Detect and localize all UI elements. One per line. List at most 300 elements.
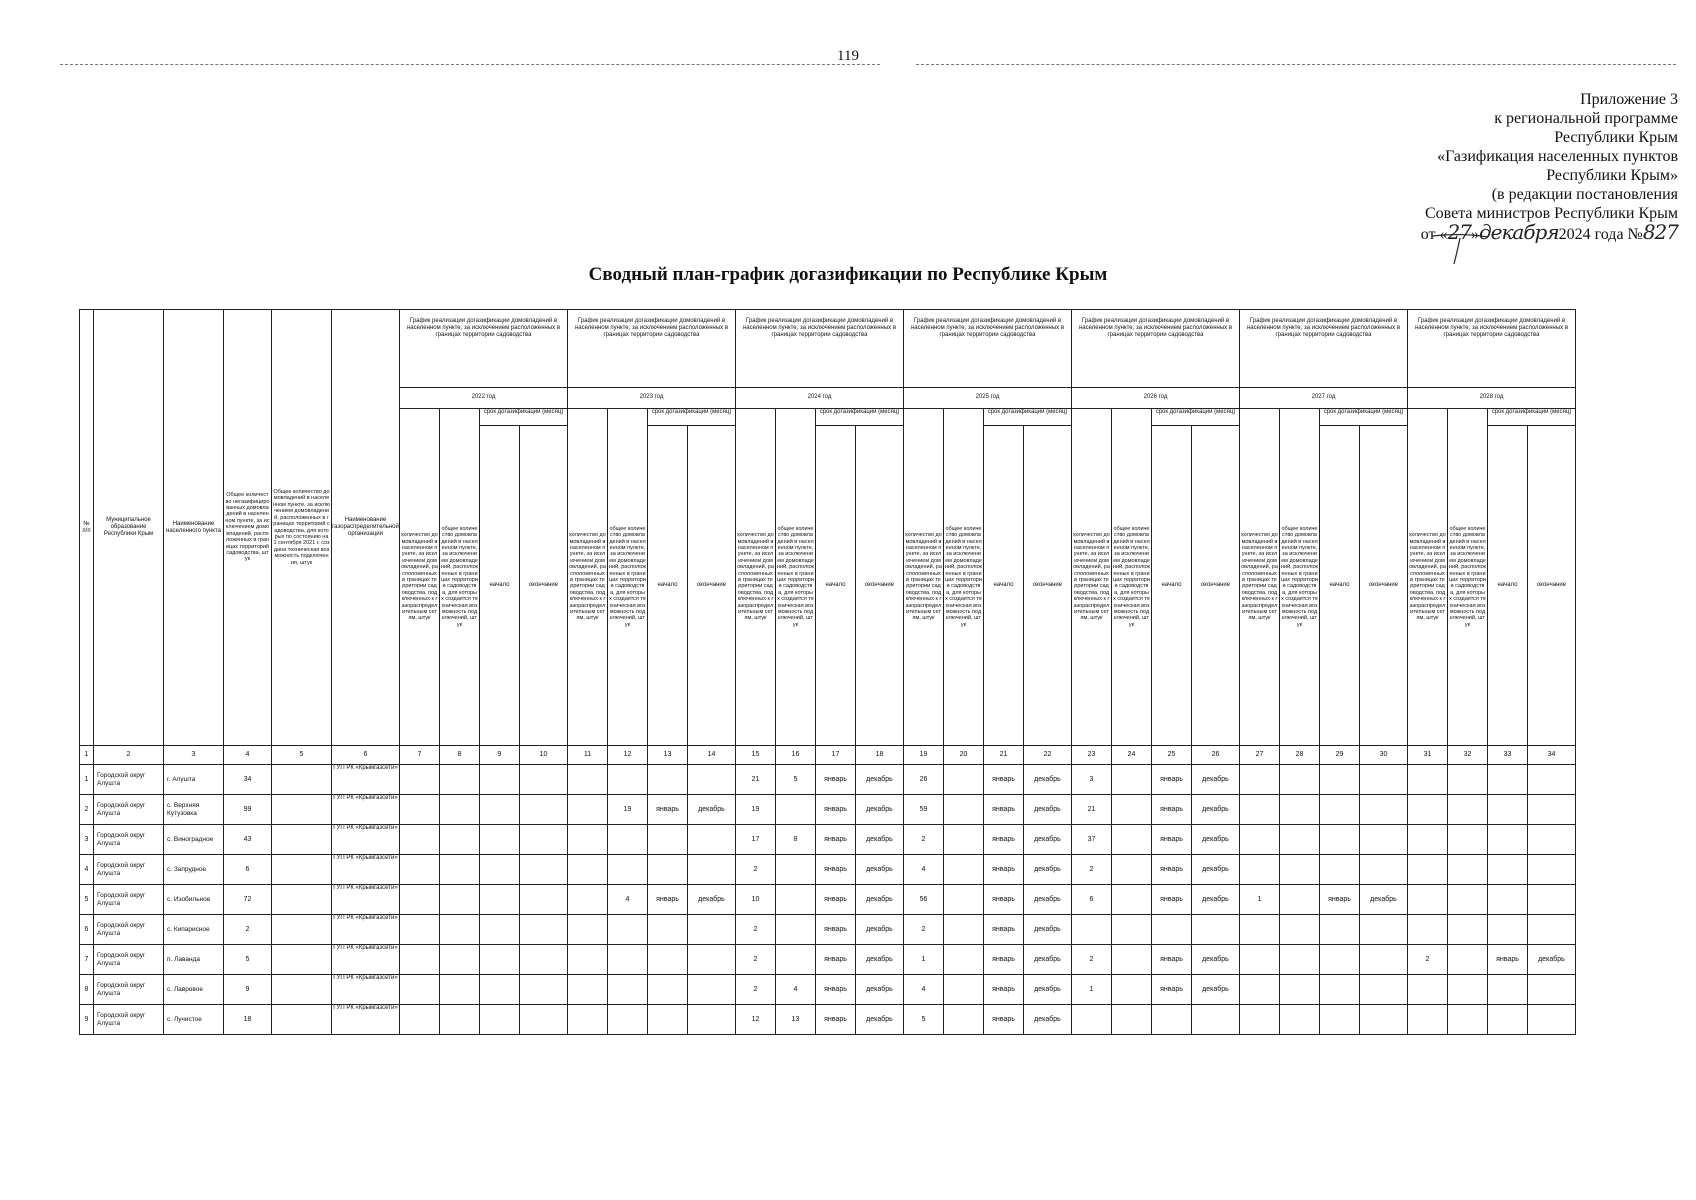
- table-cell: [1528, 975, 1576, 1005]
- table-cell: [776, 885, 816, 915]
- municipality-cell: Городской округ Алушта: [94, 885, 164, 915]
- table-cell: [1488, 765, 1528, 795]
- table-cell: [1528, 825, 1576, 855]
- table-cell: [1240, 975, 1280, 1005]
- table-cell: январь: [984, 945, 1024, 975]
- table-cell: [1528, 855, 1576, 885]
- column-number: 19: [904, 746, 944, 765]
- table-cell: [272, 765, 332, 795]
- column-number: 17: [816, 746, 856, 765]
- date-mid: »: [1470, 226, 1479, 243]
- table-cell: [480, 795, 520, 825]
- table-cell: [1240, 825, 1280, 855]
- table-cell: [1360, 975, 1408, 1005]
- year-header: 2025 год: [904, 388, 1072, 409]
- table-cell: [400, 765, 440, 795]
- table-cell: 8: [776, 825, 816, 855]
- group-header: График реализации догазификации домовладений в населенном пункте, за исключением расположенных в границах территории садоводства: [568, 310, 736, 388]
- appendix-line: Совета министров Республики Крым: [1425, 205, 1678, 222]
- group-header: График реализации догазификации домовладений в населенном пункте, за исключением расположенных в границах территории садоводства: [1408, 310, 1576, 388]
- col-header-no: № п/п: [80, 310, 94, 746]
- table-cell: 56: [904, 885, 944, 915]
- table-cell: [1152, 1005, 1192, 1035]
- settlement-cell: с. Запрудное: [164, 855, 224, 885]
- table-cell: [272, 795, 332, 825]
- column-number: 15: [736, 746, 776, 765]
- table-cell: [1112, 825, 1152, 855]
- table-cell: 5: [776, 765, 816, 795]
- table-row: [80, 795, 1576, 825]
- gas-org-cell: ГУП РК «Крымгазсети»: [332, 975, 400, 1005]
- table-cell: 1: [80, 765, 94, 795]
- table-cell: декабрь: [1024, 795, 1072, 825]
- gas-org-cell: ГУП РК «Крымгазсети»: [332, 945, 400, 975]
- table-cell: декабрь: [1024, 1005, 1072, 1035]
- column-number: 4: [224, 746, 272, 765]
- table-cell: 72: [224, 885, 272, 915]
- table-cell: январь: [816, 855, 856, 885]
- municipality-cell: Городской округ Алушта: [94, 825, 164, 855]
- table-cell: [1240, 765, 1280, 795]
- column-number: 30: [1360, 746, 1408, 765]
- table-cell: [520, 855, 568, 885]
- subheader-connected: количество домовладений в населенном пункте, за исключением домовладений, расположенных в границах территории садоводства, подключенных к газораспределительным сетям, штук: [568, 409, 608, 746]
- table-cell: декабрь: [1192, 945, 1240, 975]
- table-cell: 21: [736, 765, 776, 795]
- table-cell: декабрь: [856, 885, 904, 915]
- gas-org-cell: ГУП РК «Крымгазсети»: [332, 915, 400, 945]
- table-cell: [1408, 795, 1448, 825]
- table-cell: январь: [984, 885, 1024, 915]
- table-cell: [1448, 915, 1488, 945]
- table-cell: [272, 975, 332, 1005]
- table-cell: [568, 765, 608, 795]
- subheader-technical: общее количество домовладений в населенном пункте, за исключением домовладений, расположенных в границах территории садоводства, для которых создается техническая возможность подключений, штук: [776, 409, 816, 746]
- table-cell: январь: [816, 1005, 856, 1035]
- table-cell: [1240, 945, 1280, 975]
- table-cell: [608, 855, 648, 885]
- year-header: 2023 год: [568, 388, 736, 409]
- handwritten-day: 27: [1447, 220, 1471, 244]
- table-cell: 6: [80, 915, 94, 945]
- subheader-end: окончание: [1024, 426, 1072, 746]
- table-cell: [400, 885, 440, 915]
- table-cell: 4: [776, 975, 816, 1005]
- subheader-start: начало: [480, 426, 520, 746]
- table-cell: 9: [80, 1005, 94, 1035]
- table-cell: [400, 795, 440, 825]
- table-cell: [776, 945, 816, 975]
- table-cell: [1360, 915, 1408, 945]
- subheader-start: начало: [648, 426, 688, 746]
- group-header: График реализации догазификации домовладений в населенном пункте, за исключением расположенных в границах территории садоводства: [1072, 310, 1240, 388]
- table-cell: январь: [984, 825, 1024, 855]
- table-cell: январь: [984, 795, 1024, 825]
- municipality-cell: Городской округ Алушта: [94, 915, 164, 945]
- table-cell: 1: [1072, 975, 1112, 1005]
- table-cell: январь: [648, 795, 688, 825]
- table-cell: январь: [1152, 795, 1192, 825]
- header-rule-right: [916, 64, 1676, 66]
- table-cell: [1112, 765, 1152, 795]
- table-cell: [1280, 825, 1320, 855]
- subheader-technical: общее количество домовладений в населенном пункте, за исключением домовладений, расположенных в границах территории садоводства, для которых создается техническая возможность подключений, штук: [1112, 409, 1152, 746]
- table-cell: декабрь: [1024, 885, 1072, 915]
- table-cell: [1112, 1005, 1152, 1035]
- municipality-cell: Городской округ Алушта: [94, 1005, 164, 1035]
- table-cell: [1320, 765, 1360, 795]
- year-header: 2028 год: [1408, 388, 1576, 409]
- table-cell: 2: [80, 795, 94, 825]
- table-cell: [1320, 855, 1360, 885]
- table-cell: январь: [816, 885, 856, 915]
- table-cell: [1192, 915, 1240, 945]
- table-cell: [1408, 975, 1448, 1005]
- subheader-technical: общее количество домовладений в населенном пункте, за исключением домовладений, расположенных в границах территории садоводства, для которых создается техническая возможность подключений, штук: [440, 409, 480, 746]
- table-cell: 2: [736, 945, 776, 975]
- table-cell: [520, 1005, 568, 1035]
- schedule-table: [79, 309, 1576, 1035]
- table-cell: [944, 795, 984, 825]
- subheader-connected: количество домовладений в населенном пункте, за исключением домовладений, расположенных в границах территории садоводства, подключенных к газораспределительным сетям, штук: [904, 409, 944, 746]
- appendix-line: (в редакции постановления: [1491, 186, 1678, 203]
- table-cell: [1408, 885, 1448, 915]
- table-cell: 3: [80, 825, 94, 855]
- group-header: График реализации догазификации домовладений в населенном пункте, за исключением расположенных в границах территории садоводства: [904, 310, 1072, 388]
- table-cell: январь: [984, 915, 1024, 945]
- municipality-cell: Городской округ Алушта: [94, 765, 164, 795]
- column-number: 18: [856, 746, 904, 765]
- column-number: 31: [1408, 746, 1448, 765]
- table-cell: [1280, 885, 1320, 915]
- table-cell: январь: [1152, 885, 1192, 915]
- table-cell: декабрь: [1528, 945, 1576, 975]
- table-cell: [608, 825, 648, 855]
- column-number: 6: [332, 746, 400, 765]
- table-cell: [400, 915, 440, 945]
- column-number: 24: [1112, 746, 1152, 765]
- table-cell: декабрь: [688, 795, 736, 825]
- table-cell: январь: [984, 855, 1024, 885]
- table-cell: 19: [608, 795, 648, 825]
- table-cell: декабрь: [856, 765, 904, 795]
- table-cell: [520, 945, 568, 975]
- table-cell: [440, 945, 480, 975]
- year-header: 2026 год: [1072, 388, 1240, 409]
- municipality-cell: Городской округ Алушта: [94, 795, 164, 825]
- table-cell: декабрь: [1192, 975, 1240, 1005]
- subheader-term: срок догазификации (месяц): [1488, 409, 1576, 426]
- subheader-start: начало: [984, 426, 1024, 746]
- settlement-cell: с. Кипарисное: [164, 915, 224, 945]
- table-cell: 2: [904, 825, 944, 855]
- table-cell: [272, 1005, 332, 1035]
- table-cell: [648, 945, 688, 975]
- table-cell: [1320, 825, 1360, 855]
- table-cell: 18: [224, 1005, 272, 1035]
- table-cell: [1360, 795, 1408, 825]
- table-cell: 13: [776, 1005, 816, 1035]
- column-number: 7: [400, 746, 440, 765]
- table-cell: [440, 885, 480, 915]
- table-cell: [480, 825, 520, 855]
- col-header-total_households: Общее количество негазифицированных домовладений в населенном пункте, за исключением домовладений, расположенных в границах территорий садоводства, штук: [224, 310, 272, 746]
- table-cell: [1320, 1005, 1360, 1035]
- table-cell: [944, 825, 984, 855]
- table-cell: 37: [1072, 825, 1112, 855]
- table-cell: [1112, 885, 1152, 915]
- column-number: 20: [944, 746, 984, 765]
- table-row: [80, 945, 1576, 975]
- table-cell: [568, 975, 608, 1005]
- table-cell: [1528, 765, 1576, 795]
- table-cell: декабрь: [856, 855, 904, 885]
- appendix-line: Республики Крым»: [1546, 167, 1678, 184]
- table-cell: [480, 855, 520, 885]
- table-cell: 12: [736, 1005, 776, 1035]
- table-cell: декабрь: [1192, 765, 1240, 795]
- table-cell: 4: [608, 885, 648, 915]
- document-title: Сводный план-график догазификации по Республике Крым: [588, 264, 1108, 285]
- table-cell: [480, 885, 520, 915]
- table-cell: [272, 915, 332, 945]
- table-cell: январь: [1152, 765, 1192, 795]
- subheader-end: окончание: [520, 426, 568, 746]
- table-cell: [520, 825, 568, 855]
- settlement-cell: с. Лучистое: [164, 1005, 224, 1035]
- table-cell: декабрь: [1192, 825, 1240, 855]
- column-number: 12: [608, 746, 648, 765]
- table-cell: [568, 885, 608, 915]
- table-cell: [568, 915, 608, 945]
- table-cell: [1280, 1005, 1320, 1035]
- table-cell: декабрь: [688, 885, 736, 915]
- table-cell: [568, 855, 608, 885]
- column-number: 11: [568, 746, 608, 765]
- table-cell: [1488, 975, 1528, 1005]
- subheader-connected: количество домовладений в населенном пункте, за исключением домовладений, расположенных в границах территории садоводства, подключенных к газораспределительным сетям, штук: [400, 409, 440, 746]
- table-cell: 9: [224, 975, 272, 1005]
- table-cell: [1408, 1005, 1448, 1035]
- table-cell: [440, 765, 480, 795]
- column-number: 21: [984, 746, 1024, 765]
- handwriting-underline: [1430, 232, 1490, 266]
- table-cell: [648, 1005, 688, 1035]
- table-cell: [400, 1005, 440, 1035]
- table-cell: [1072, 915, 1112, 945]
- gas-org-cell: ГУП РК «Крымгазсети»: [332, 765, 400, 795]
- table-cell: [1488, 855, 1528, 885]
- subheader-connected: количество домовладений в населенном пункте, за исключением домовладений, расположенных в границах территории садоводства, подключенных к газораспределительным сетям, штук: [1072, 409, 1112, 746]
- subheader-end: окончание: [1528, 426, 1576, 746]
- table-cell: 3: [1072, 765, 1112, 795]
- subheader-technical: общее количество домовладений в населенном пункте, за исключением домовладений, расположенных в границах территории садоводства, для которых создается техническая возможность подключений, штук: [1280, 409, 1320, 746]
- gas-org-cell: ГУП РК «Крымгазсети»: [332, 795, 400, 825]
- table-cell: [1192, 1005, 1240, 1035]
- table-cell: 10: [736, 885, 776, 915]
- table-cell: декабрь: [856, 915, 904, 945]
- page-number: 119: [837, 48, 859, 64]
- column-number: 29: [1320, 746, 1360, 765]
- subheader-end: окончание: [688, 426, 736, 746]
- table-cell: [520, 765, 568, 795]
- table-cell: [272, 855, 332, 885]
- group-header: График реализации догазификации домовладений в населенном пункте, за исключением расположенных в границах территории садоводства: [400, 310, 568, 388]
- column-number: 27: [1240, 746, 1280, 765]
- settlement-cell: п. Лаванда: [164, 945, 224, 975]
- subheader-term: срок догазификации (месяц): [1152, 409, 1240, 426]
- table-cell: [1280, 765, 1320, 795]
- settlement-cell: с. Виноградное: [164, 825, 224, 855]
- column-number: 32: [1448, 746, 1488, 765]
- col-header-total_technical: Общее количество домовладений в населенном пункте, за исключением домовладений, расположенных в границах территорий садоводства, для которых по состоянию на 1 сентября 2021 г. создана техническая возможность подключения, штук: [272, 310, 332, 746]
- table-cell: январь: [984, 975, 1024, 1005]
- table-cell: [608, 915, 648, 945]
- column-number: 28: [1280, 746, 1320, 765]
- table-cell: [272, 885, 332, 915]
- table-cell: [648, 825, 688, 855]
- table-cell: [688, 855, 736, 885]
- table-cell: [1072, 1005, 1112, 1035]
- table-cell: [1360, 765, 1408, 795]
- table-cell: [568, 1005, 608, 1035]
- table-cell: [1112, 795, 1152, 825]
- table-cell: [1448, 975, 1488, 1005]
- table-cell: декабрь: [856, 945, 904, 975]
- table-cell: [776, 915, 816, 945]
- table-cell: 4: [80, 855, 94, 885]
- table-cell: [944, 765, 984, 795]
- table-cell: [1360, 855, 1408, 885]
- table-row: [80, 885, 1576, 915]
- table-cell: декабрь: [1192, 795, 1240, 825]
- table-cell: [1112, 975, 1152, 1005]
- table-cell: [1448, 825, 1488, 855]
- table-cell: 2: [736, 855, 776, 885]
- table-cell: декабрь: [1192, 885, 1240, 915]
- table-row: [80, 915, 1576, 945]
- table-cell: [688, 1005, 736, 1035]
- table-cell: [480, 765, 520, 795]
- table-cell: [440, 1005, 480, 1035]
- subheader-term: срок догазификации (месяц): [816, 409, 904, 426]
- table-cell: [648, 975, 688, 1005]
- table-cell: декабрь: [1024, 945, 1072, 975]
- table-cell: 2: [1072, 945, 1112, 975]
- table-cell: [608, 765, 648, 795]
- column-number: 25: [1152, 746, 1192, 765]
- table-cell: 43: [224, 825, 272, 855]
- table-cell: 1: [904, 945, 944, 975]
- table-cell: [440, 975, 480, 1005]
- table-cell: [1488, 795, 1528, 825]
- table-cell: [480, 915, 520, 945]
- table-cell: 34: [224, 765, 272, 795]
- table-cell: [688, 945, 736, 975]
- subheader-end: окончание: [856, 426, 904, 746]
- table-cell: [1488, 915, 1528, 945]
- table-cell: [1320, 975, 1360, 1005]
- subheader-connected: количество домовладений в населенном пункте, за исключением домовладений, расположенных в границах территории садоводства, подключенных к газораспределительным сетям, штук: [1408, 409, 1448, 746]
- table-cell: декабрь: [856, 795, 904, 825]
- subheader-start: начало: [1152, 426, 1192, 746]
- table-cell: [776, 855, 816, 885]
- appendix-line: Республики Крым: [1554, 129, 1678, 146]
- table-cell: [944, 975, 984, 1005]
- table-cell: [1240, 795, 1280, 825]
- table-cell: [1408, 825, 1448, 855]
- table-cell: январь: [1152, 855, 1192, 885]
- table-cell: декабрь: [856, 975, 904, 1005]
- table-cell: [1320, 945, 1360, 975]
- table-cell: 59: [904, 795, 944, 825]
- settlement-cell: с. Изобильное: [164, 885, 224, 915]
- table-cell: декабрь: [856, 825, 904, 855]
- gas-org-cell: ГУП РК «Крымгазсети»: [332, 1005, 400, 1035]
- date-prefix: от «: [1420, 226, 1448, 243]
- table-cell: январь: [816, 975, 856, 1005]
- table-cell: [1280, 795, 1320, 825]
- column-number: 10: [520, 746, 568, 765]
- column-number: 23: [1072, 746, 1112, 765]
- table-cell: [688, 825, 736, 855]
- table-cell: 2: [1408, 945, 1448, 975]
- column-number: 34: [1528, 746, 1576, 765]
- table-row: [80, 1005, 1576, 1035]
- table-cell: декабрь: [1024, 975, 1072, 1005]
- subheader-technical: общее количество домовладений в населенном пункте, за исключением домовладений, расположенных в границах территории садоводства, для которых создается техническая возможность подключений, штук: [944, 409, 984, 746]
- appendix-line: Приложение 3: [1580, 91, 1678, 108]
- subheader-connected: количество домовладений в населенном пункте, за исключением домовладений, расположенных в границах территории садоводства, подключенных к газораспределительным сетям, штук: [736, 409, 776, 746]
- table-cell: 26: [904, 765, 944, 795]
- table-cell: [1152, 915, 1192, 945]
- table-cell: 99: [224, 795, 272, 825]
- table-cell: [1240, 1005, 1280, 1035]
- table-cell: [480, 945, 520, 975]
- column-number: 26: [1192, 746, 1240, 765]
- column-number: 14: [688, 746, 736, 765]
- table-cell: [440, 825, 480, 855]
- column-number: 5: [272, 746, 332, 765]
- table-cell: декабрь: [856, 1005, 904, 1035]
- table-cell: 2: [736, 915, 776, 945]
- table-cell: 6: [1072, 885, 1112, 915]
- appendix-line: к региональной программе: [1494, 110, 1678, 127]
- table-cell: [480, 975, 520, 1005]
- subheader-technical: общее количество домовладений в населенном пункте, за исключением домовладений, расположенных в границах территории садоводства, для которых создается техническая возможность подключений, штук: [608, 409, 648, 746]
- municipality-cell: Городской округ Алушта: [94, 855, 164, 885]
- col-header-gas_org: Наименование газораспределительной организации: [332, 310, 400, 746]
- table-cell: [1112, 855, 1152, 885]
- subheader-technical: общее количество домовладений в населенном пункте, за исключением домовладений, расположенных в границах территории садоводства, для которых создается техническая возможность подключений, штук: [1448, 409, 1488, 746]
- table-cell: [648, 765, 688, 795]
- table-cell: 17: [736, 825, 776, 855]
- table-cell: [688, 915, 736, 945]
- table-cell: [568, 795, 608, 825]
- table-cell: [1112, 915, 1152, 945]
- table-cell: [1280, 915, 1320, 945]
- table-cell: [1320, 795, 1360, 825]
- table-cell: [1280, 945, 1320, 975]
- table-cell: [400, 825, 440, 855]
- appendix-block: [1421, 90, 1678, 244]
- table-cell: [1280, 855, 1320, 885]
- table-cell: [1448, 885, 1488, 915]
- subheader-term: срок догазификации (месяц): [480, 409, 568, 426]
- subheader-start: начало: [1488, 426, 1528, 746]
- settlement-cell: г. Алушта: [164, 765, 224, 795]
- table-cell: [608, 945, 648, 975]
